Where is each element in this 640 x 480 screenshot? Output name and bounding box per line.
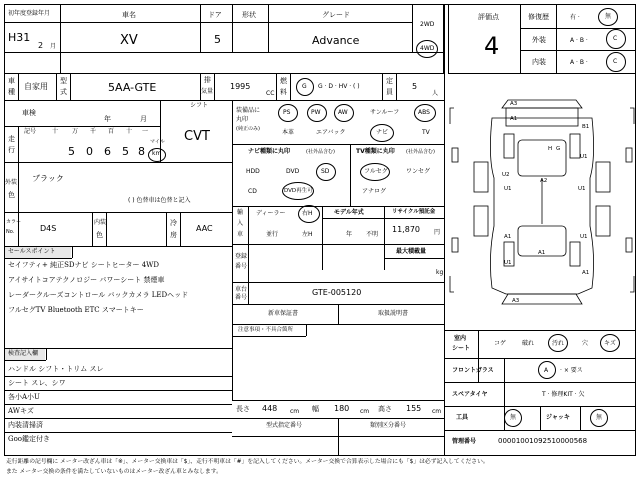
tv-oneseg: ワンセグ — [406, 168, 431, 175]
navi-dvd-play: DVD再生可 — [284, 188, 313, 194]
load-label: 最大積載量 — [396, 248, 427, 255]
import-label-2: 入 — [237, 220, 244, 227]
reg-year-label: 初年度登録年月 — [8, 10, 51, 17]
capacity-label-2: 員 — [386, 88, 393, 96]
tv-fullseg: フルセグ — [364, 168, 388, 175]
equipment-ps: PS — [283, 109, 291, 116]
car-outline-svg — [448, 78, 636, 322]
diagram-label: U1 — [580, 234, 588, 240]
mgmt-number: 00001001092510000568 — [498, 437, 588, 445]
mileage-digit-5: 8 — [138, 145, 145, 158]
length-label: 長さ — [236, 405, 250, 413]
fuel-options: G · D · HV · ( ) — [318, 83, 360, 90]
diagram-label: U2 — [502, 172, 510, 178]
category-label: 類別区分番号 — [370, 422, 407, 429]
place-label-1k: 千 — [90, 128, 97, 135]
spare-tire-label: スペアタイヤ — [452, 391, 488, 398]
displacement-label-2: 気量 — [201, 88, 214, 95]
sales-point-line-4: フルセグTV Bluetooth ETC スマートキー — [8, 306, 144, 314]
interior-grade: C — [613, 58, 618, 65]
height-label: 高さ — [378, 405, 392, 413]
diagram-label: A1 — [510, 116, 518, 122]
shift-label: シフト — [190, 102, 209, 109]
diagram-label: A3 — [512, 298, 520, 304]
reg-year: H31 — [8, 31, 31, 44]
chassis-number: GTE-005120 — [312, 288, 362, 297]
import-right-hand: 右H — [302, 210, 313, 217]
car-type-label-2: 種 — [8, 88, 15, 96]
import-parallel: 並行 — [266, 231, 279, 238]
tools-label: 工具 — [456, 414, 469, 421]
car-name: XV — [120, 33, 138, 48]
interior-color-label-1: 内装 — [94, 219, 107, 226]
new-car-warranty-label: 新車保証書 — [268, 310, 299, 317]
seat-label-2: シート — [452, 345, 471, 352]
seat-option-dirt: 汚れ — [552, 340, 565, 347]
navi-sd: SD — [321, 168, 330, 175]
ac-value: AAC — [196, 224, 213, 233]
shift-value: CVT — [184, 129, 210, 144]
mileage-label-1: 走 — [8, 135, 15, 143]
seat-option-hole: 穴 — [582, 340, 589, 347]
navi-dvd: DVD — [286, 168, 300, 175]
model-label-1: 型 — [60, 77, 67, 85]
repair-label: 修復歴 — [528, 13, 549, 21]
grade-label: グレード — [322, 11, 350, 19]
mgmt-number-label: 管理番号 — [452, 438, 477, 445]
mileage-digit-2: 0 — [86, 145, 93, 158]
mileage-digit-3: 6 — [104, 145, 111, 158]
diagram-label: A1 — [538, 250, 546, 256]
reg-month: 2 — [38, 41, 44, 50]
diagram-label: U1 — [504, 186, 512, 192]
navi-hdd: HDD — [246, 168, 260, 175]
exterior-color-label-1: 外装 — [5, 179, 18, 186]
equipment-navi: ナビ — [376, 129, 389, 136]
mileage-digit-4: 5 — [122, 145, 129, 158]
import-dealer: ディーラー — [256, 210, 286, 217]
navi-cd: CD — [248, 188, 257, 195]
drive-2wd: 2WD — [420, 21, 435, 28]
length-unit: cm — [290, 408, 300, 415]
spare-tire-options: T · 修理KIT · 欠 — [542, 391, 585, 398]
place-label-100: 百 — [108, 128, 115, 135]
registration-label-2: 番号 — [235, 263, 248, 270]
capacity-value: 5 — [412, 82, 418, 91]
car-type: 自家用 — [24, 82, 48, 91]
place-label-10k: 万 — [72, 128, 79, 135]
chassis-label-1: 車台 — [235, 286, 248, 293]
width-value: 180 — [334, 404, 350, 413]
sales-point-line-2: アイサイトコアテクノロジー パワーシート 禁煙車 — [8, 276, 165, 284]
windshield-label: フロントガラス — [452, 367, 494, 374]
chassis-label-2: 番号 — [235, 294, 248, 301]
footer-note-1: 走行距離の記号欄に メーター改ざん車は「※」、メーター交換車は「$」、走行不明車は「#」を記入してください。メーター交換で合算表示した場合にも「$」は必ず記入してください。 — [6, 459, 489, 465]
recycle-yen: 円 — [434, 229, 441, 236]
mileage-digit-1: 5 — [68, 145, 75, 158]
height-value: 155 — [406, 404, 422, 413]
inspector-line-5: 内装清掃済 — [8, 421, 43, 429]
diagram-label: G — [556, 146, 561, 152]
interior-options: A · B · — [570, 59, 588, 66]
capacity-unit: 人 — [432, 90, 439, 97]
fuel-label-2: 料 — [280, 88, 287, 96]
equipment-title-2: 丸印 — [236, 116, 249, 123]
inspector-line-4: AWキズ — [8, 407, 34, 415]
place-label-100k: 十 — [52, 128, 59, 135]
width-unit: cm — [360, 408, 370, 415]
width-label: 幅 — [312, 405, 319, 413]
drive-4wd: 4WD — [420, 45, 435, 52]
shape-label: 形状 — [242, 11, 256, 19]
diagram-label: A2 — [540, 178, 548, 184]
diagram-label: B1 — [582, 124, 590, 130]
mileage-unit-km: km — [152, 150, 162, 157]
repair-options: 有 · — [570, 14, 580, 21]
interior-label: 内装 — [532, 58, 546, 66]
sales-point-line-1: セイフティ+ 純正SDナビ シートヒーター 4WD — [8, 261, 159, 269]
displacement-value: 1995 — [230, 82, 251, 91]
type-cert-label: 型式指定番号 — [266, 422, 303, 429]
model-year-unknown: 不明 — [366, 231, 379, 238]
equipment-note: (純正のみ) — [236, 126, 260, 132]
load-unit: kg — [436, 269, 444, 276]
equipment-pw: PW — [311, 109, 321, 116]
repair-none: 無 — [605, 13, 612, 20]
fuel-label-1: 燃 — [280, 77, 287, 85]
diagram-label: A1 — [582, 270, 590, 276]
model-value: 5AA-GTE — [108, 81, 157, 94]
doors-value: 5 — [214, 33, 221, 46]
inspector-line-2: シート スレ、シワ — [8, 379, 66, 387]
recycle-amount: 11,870 — [392, 225, 420, 234]
inspection-year: 年 — [104, 115, 111, 123]
interior-color-label-2: 色 — [96, 231, 103, 239]
seat-option-tear: 破れ — [522, 340, 535, 347]
color-no-value: D4S — [40, 224, 57, 233]
equipment-leather: 本革 — [282, 129, 295, 136]
car-type-label-1: 車 — [8, 77, 15, 85]
sales-points-label: セールスポイント — [8, 248, 56, 255]
import-label-3: 車 — [237, 231, 244, 238]
exterior-grade: C — [613, 35, 618, 42]
inspector-label: 検査記入欄 — [8, 350, 39, 357]
color-no-label-2: No. — [6, 229, 15, 235]
model-year-label: モデル年式 — [334, 209, 364, 216]
windshield-options: · × 要ス — [560, 367, 583, 374]
car-name-label: 車名 — [122, 11, 136, 19]
jack-none: 無 — [596, 414, 603, 421]
ac-label-1: 冷 — [170, 219, 177, 227]
exterior-color-label-2: 色 — [8, 191, 15, 199]
windshield-a: A — [544, 367, 549, 374]
inspection-month: 月 — [140, 115, 147, 123]
color-change-note: ( ) 色替車は色替と記入 — [128, 197, 191, 204]
import-left-hand: 左H — [302, 231, 313, 238]
place-label-10: 十 — [126, 128, 133, 135]
tv-types-note: (社外品含む) — [406, 149, 435, 155]
diagram-label: U1 — [504, 260, 512, 266]
mileage-unit-mile: マイル — [150, 139, 165, 145]
tv-analog: アナログ — [362, 188, 387, 195]
jack-label: ジャッキ — [546, 414, 570, 421]
equipment-title: 装備品に — [236, 107, 261, 114]
equipment-sunroof: サンルーフ — [370, 109, 400, 116]
inspector-line-1: ハンドル シフト・トリム スレ — [8, 365, 104, 373]
score-value: 4 — [484, 32, 500, 60]
equipment-tv: TV — [422, 129, 430, 136]
damage-diagram — [448, 78, 636, 322]
diagram-label: U1 — [578, 186, 586, 192]
diagram-label: H — [548, 146, 553, 152]
color-no-label: カラー — [6, 219, 22, 225]
ac-label-2: 房 — [170, 231, 177, 239]
notes-label: 注意事項・不具合箇所 — [238, 327, 294, 333]
header-row — [4, 4, 444, 74]
navi-types-note: (社外品含む) — [306, 149, 335, 155]
recycle-label: リサイクル預託金 — [392, 209, 436, 215]
equipment-aw: AW — [338, 109, 348, 116]
displacement-label-1: 排 — [204, 76, 211, 84]
inspector-line-6: Goo鑑定付き — [8, 435, 51, 443]
navi-types-title: ナビ種類に丸印 — [248, 148, 291, 155]
length-value: 448 — [262, 404, 278, 413]
tv-types-title: TV種類に丸印 — [356, 148, 395, 155]
model-label-2: 式 — [60, 88, 67, 96]
place-label-1: 一 — [142, 128, 149, 135]
capacity-label-1: 定 — [386, 77, 393, 85]
inspector-line-3: 各小A小U — [8, 393, 40, 401]
place-label-sym: 記号 — [24, 128, 37, 135]
equipment-abs: ABS — [418, 109, 430, 116]
fuel-g: G — [302, 83, 307, 90]
reg-month-unit: 月 — [50, 43, 57, 50]
model-year-unit: 年 — [346, 231, 353, 238]
seat-label-1: 室内 — [454, 335, 467, 342]
sales-point-line-3: レーダークルーズコントロール バックカメラ LEDヘッド — [8, 291, 189, 299]
exterior-options: A · B · — [570, 37, 588, 44]
diagram-label: A3 — [510, 101, 518, 107]
import-label-1: 輸 — [237, 209, 244, 216]
footer-note-2: また メーター交換の条件を満たしていないものはメーター改ざん車とみなします。 — [6, 469, 222, 475]
displacement-unit: CC — [266, 90, 275, 97]
diagram-label: U1 — [580, 154, 588, 160]
diagram-label: A1 — [504, 234, 512, 240]
equipment-airbag: エアバック — [316, 129, 346, 136]
seat-option-scratch: キズ — [604, 340, 616, 347]
registration-label-1: 登録 — [235, 253, 248, 260]
height-unit: cm — [432, 408, 442, 415]
exterior-color-value: ブラック — [32, 174, 64, 183]
exterior-label: 外装 — [532, 36, 546, 44]
doors-label: ドア — [208, 11, 222, 19]
mileage-label-2: 行 — [8, 146, 15, 154]
score-label: 評価点 — [478, 13, 499, 21]
inspection-label: 車検 — [22, 109, 36, 117]
seat-option-burn: コゲ — [494, 340, 507, 347]
tools-none: 無 — [510, 414, 517, 421]
grade-value: Advance — [312, 34, 360, 47]
manual-label: 取扱説明書 — [378, 310, 409, 317]
